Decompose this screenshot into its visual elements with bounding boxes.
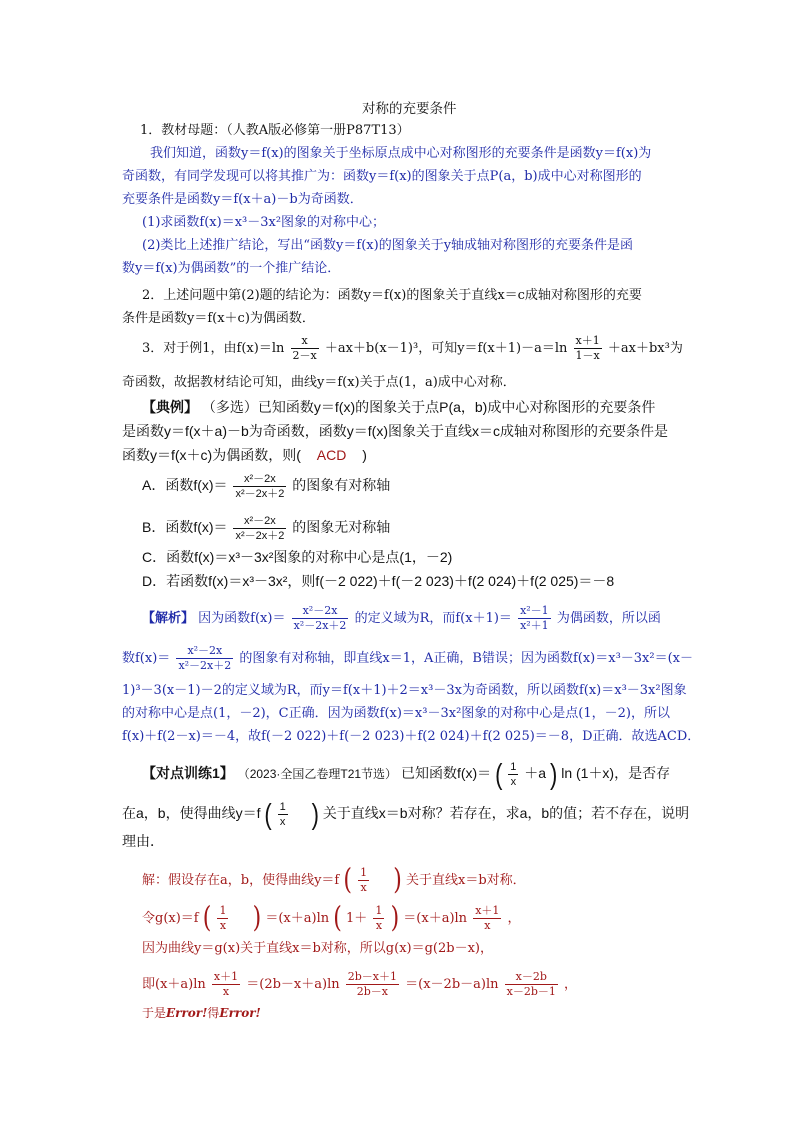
- text-fragment: 令g(x)＝f: [142, 911, 199, 926]
- text-fragment: 在a，b，使得曲线y＝f: [122, 805, 261, 822]
- fraction-numerator: 1: [279, 801, 286, 813]
- fraction-numerator: x²－1: [520, 604, 549, 617]
- fraction-numerator: x－2b: [505, 970, 558, 985]
- fraction-denominator: x: [360, 881, 367, 894]
- fraction: [212, 970, 240, 999]
- training-line: [122, 797, 690, 831]
- fraction: [278, 800, 288, 829]
- fraction-numerator: x: [291, 334, 319, 349]
- text-fragment: ＝(x＋a)ln: [265, 911, 330, 926]
- text-fragment: 函数y＝f(x＋c)为偶函数，则(: [122, 447, 301, 463]
- section-3-line: [142, 334, 683, 363]
- fraction-numerator: x²－2x: [233, 472, 286, 487]
- answer-line: [142, 901, 521, 935]
- right-paren: ): [549, 757, 558, 791]
- section-2-line: 2．上述问题中第(2)题的结论为：函数y＝f(x)的图象关于直线x＝c成轴对称图形的充要: [142, 288, 642, 303]
- text-fragment: 关于直线x＝b对称．: [405, 873, 526, 888]
- option-label: B．函数f(x)＝: [142, 519, 228, 536]
- fraction: [505, 970, 558, 999]
- training-line: 理由．: [122, 833, 164, 849]
- section-2-line: 条件是函数y＝f(x＋c)为偶函数．: [122, 311, 315, 326]
- fraction: [518, 604, 551, 633]
- answer-line: [142, 1004, 261, 1022]
- text-fragment: 为偶函数，所以函: [556, 611, 661, 626]
- answer-line: 因为曲线y＝g(x)关于直线x＝b对称，所以g(x)＝g(2b－x)，: [142, 941, 493, 956]
- fraction: [291, 334, 319, 363]
- fraction-denominator: x: [484, 919, 491, 932]
- left-paren: (: [264, 797, 272, 831]
- section-1-heading: 1．教材母题：（人教A版必修第一册P87T13）: [140, 123, 410, 138]
- solution-line: [142, 604, 661, 633]
- option-b: [142, 514, 390, 543]
- example-line: [122, 446, 367, 464]
- text-fragment: ): [362, 447, 367, 463]
- fraction: [346, 970, 399, 999]
- fraction: [373, 904, 384, 933]
- fraction-numerator: 1: [510, 761, 517, 773]
- text-fragment: ＝(2b－x＋a)ln: [246, 977, 340, 992]
- fraction-numerator: 1: [219, 904, 227, 917]
- text-fragment: ＝(x－2b－a)ln: [405, 977, 499, 992]
- fraction: [217, 904, 228, 933]
- paragraph-line: 充要条件是函数y＝f(x＋a)－b为奇函数．: [122, 192, 363, 207]
- text-fragment: ＋ax＋b(x－1)³，可知y＝f(x＋1)－a＝ln: [324, 341, 568, 356]
- fraction-denominator: x: [279, 816, 286, 828]
- fraction: [508, 760, 518, 789]
- error-marker: Error!: [219, 1006, 261, 1020]
- fraction: [233, 472, 286, 501]
- fraction-denominator: x: [510, 776, 517, 788]
- fraction: [233, 514, 286, 543]
- fraction-numerator: 2b－x＋1: [347, 970, 397, 983]
- answer-text: ACD: [316, 447, 347, 463]
- page-title: 对称的充要条件: [362, 101, 457, 117]
- fraction-numerator: x²－2x: [176, 644, 233, 659]
- solution-line: [122, 644, 693, 673]
- text-fragment: 数f(x)＝: [122, 651, 171, 666]
- text-fragment: 即(x＋a)ln: [142, 977, 206, 992]
- answer-line: [142, 863, 526, 897]
- fraction: [574, 334, 602, 363]
- text-fragment: 1＋: [346, 911, 368, 926]
- text-fragment: ＝(x＋a)ln: [403, 911, 468, 926]
- fraction-denominator: x²－2x＋2: [293, 619, 347, 632]
- left-paren: (: [333, 901, 342, 935]
- fraction-numerator: x＋1: [213, 970, 239, 983]
- source-note: （2023·全国乙卷理T21节选）: [237, 767, 398, 782]
- question-1: (1)求函数f(x)＝x³－3x²图象的对称中心；: [142, 215, 386, 230]
- right-paren: ): [252, 901, 262, 935]
- option-d: D．若函数f(x)＝x³－3x²，则f(－2 022)＋f(－2 023)＋f(2 024)＋f(2 025)＝－8: [142, 573, 615, 589]
- solution-line: 的对称中心是点(1，－2)，C正确．因为函数f(x)＝x³－3x²图象的对称中心是点(1，－2)，所以: [122, 706, 670, 721]
- fraction-denominator: 1－x: [575, 349, 600, 362]
- fraction-denominator: x²－2x＋2: [178, 659, 232, 672]
- fraction-denominator: x²－2x＋2: [235, 488, 285, 500]
- fraction-denominator: x－2b－1: [506, 985, 556, 998]
- text-fragment: 的图象有对称轴: [292, 477, 391, 494]
- text-fragment: ln (1＋x)，是否存: [561, 765, 671, 782]
- section-3-line: 奇函数，故据教材结论可知，曲线y＝f(x)关于点(1，a)成中心对称．: [122, 375, 516, 390]
- left-paren: (: [495, 757, 503, 791]
- fraction-denominator: 2b－x: [356, 985, 388, 998]
- fraction-numerator: x＋1: [475, 904, 500, 917]
- text-fragment: ，: [507, 911, 521, 926]
- fraction: [358, 866, 369, 895]
- error-marker: Error!: [166, 1006, 208, 1020]
- right-paren: ): [393, 863, 402, 897]
- solution-line: 1)³－3(x－1)－2的定义域为R，而y＝f(x＋1)＋2＝x³－3x为奇函数，所以函数f(x)＝x³－3x²图象: [122, 683, 687, 698]
- option-a: [142, 472, 390, 501]
- text-fragment: 得: [207, 1006, 220, 1020]
- text-fragment: 关于直线x＝b对称？若存在，求a，b的值；若不存在，说明: [322, 805, 690, 822]
- text-fragment: 的定义域为R，而f(x＋1)＝: [354, 611, 512, 626]
- text-fragment: 于是: [142, 1006, 167, 1020]
- text-fragment: 已知函数f(x)＝: [400, 765, 492, 782]
- answer-line: [142, 970, 577, 999]
- fraction-denominator: x²－2x＋2: [235, 530, 285, 542]
- example-line: 是函数y＝f(x＋a)－b为奇函数，函数y＝f(x)图象关于直线x＝c成轴对称图形的充要条件是: [122, 423, 668, 439]
- text-fragment: 3．对于例1，由f(x)＝ln: [142, 341, 285, 356]
- left-paren: (: [343, 863, 352, 897]
- paragraph-line: 我们知道，函数y＝f(x)的图象关于坐标原点成中心对称图形的充要条件是函数y＝f(x)为: [150, 146, 652, 161]
- option-label: A．函数f(x)＝: [142, 477, 228, 494]
- text-fragment: ＋ax＋bx³为: [607, 341, 683, 356]
- text-fragment: ，: [564, 977, 578, 992]
- fraction: [292, 604, 349, 633]
- fraction: [176, 644, 233, 673]
- text-fragment: 解：假设存在a，b，使得曲线y＝f: [142, 873, 340, 888]
- text-fragment: 因为函数f(x)＝: [198, 611, 286, 626]
- solution-tag: 【解析】: [142, 611, 195, 626]
- fraction-denominator: 2－x: [292, 349, 317, 362]
- fraction-denominator: x: [375, 919, 383, 932]
- fraction-numerator: x＋1: [575, 334, 600, 347]
- fraction-denominator: x: [219, 919, 227, 932]
- question-2: (2)类比上述推广结论，写出“函数y＝f(x)的图象关于y轴成轴对称图形的充要条件是函: [142, 238, 634, 253]
- fraction-denominator: x²＋1: [520, 619, 549, 632]
- text-fragment: ＋a: [524, 765, 547, 782]
- paragraph-line: 奇函数，有同学发现可以将其推广为：函数y＝f(x)的图象关于点P(a，b)成中心对称图形的: [122, 169, 642, 184]
- fraction-numerator: x²－2x: [292, 604, 349, 619]
- text-fragment: 的图象无对称轴: [292, 519, 391, 536]
- text-fragment: （多选）已知函数y＝f(x)的图象关于点P(a，b)成中心对称图形的充要条件: [201, 399, 656, 415]
- right-paren: ): [311, 797, 319, 831]
- fraction-numerator: 1: [375, 904, 383, 917]
- training-tag: 【对点训练1】: [142, 765, 234, 782]
- training-line: [142, 757, 671, 791]
- example-line: [142, 398, 655, 416]
- option-c: C．函数f(x)＝x³－3x²图象的对称中心是点(1，－2): [142, 549, 453, 565]
- question-2-cont: 数y＝f(x)为偶函数”的一个推广结论．: [122, 261, 341, 276]
- text-fragment: 的图象有对称轴，即直线x＝1，A正确，B错误；因为函数f(x)＝x³－3x²＝(x－: [239, 651, 693, 666]
- fraction-numerator: 1: [360, 866, 368, 879]
- right-paren: ): [390, 901, 400, 935]
- solution-line: f(x)＋f(2－x)＝－4，故f(－2 022)＋f(－2 023)＋f(2 024)＋f(2 025)＝－8，D正确．故选ACD．: [122, 729, 701, 744]
- fraction-numerator: x²－2x: [233, 514, 286, 529]
- fraction: [473, 904, 501, 933]
- fraction-denominator: x: [222, 985, 230, 998]
- left-paren: (: [202, 901, 212, 935]
- example-tag: 【典例】: [142, 399, 198, 415]
